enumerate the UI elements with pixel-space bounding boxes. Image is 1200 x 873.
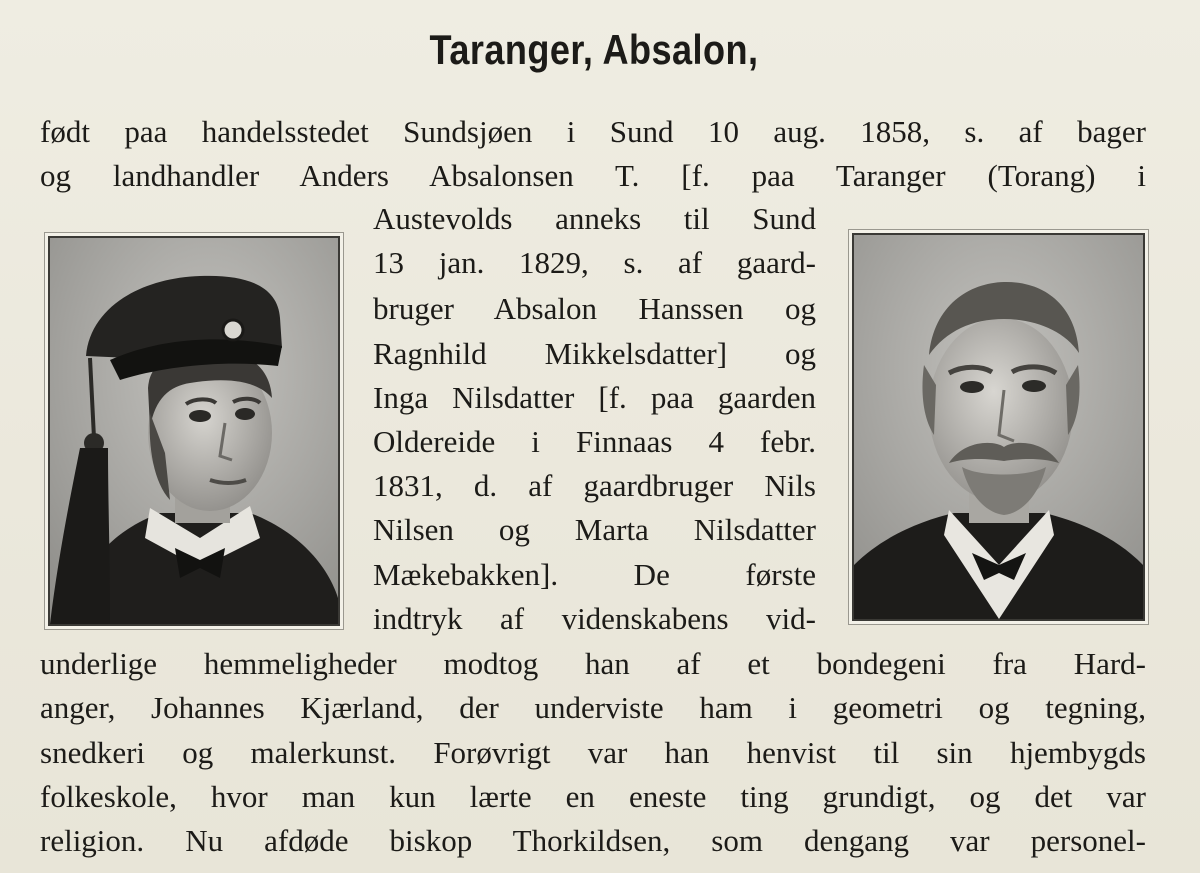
portrait-young-photo	[48, 236, 340, 626]
text-line-7: Inga Nilsdatter [f. paa gaarden	[373, 380, 816, 415]
text-line-13: underlige hemmeligheder modtog han af et bondegeni fra Hard-	[40, 646, 1146, 681]
portrait-older-image	[854, 235, 1143, 619]
portrait-older-photo	[852, 233, 1145, 621]
text-line-9: 1831, d. af gaardbruger Nils	[373, 468, 816, 503]
text-line-3: Austevolds anneks til Sund	[373, 201, 816, 236]
text-line-1: født paa handelsstedet Sundsjøen i Sund 10 aug. 1858, s. af bager	[40, 114, 1146, 149]
text-line-10: Nilsen og Marta Nilsdatter	[373, 512, 816, 547]
text-line-17: religion. Nu afdøde biskop Thorkildsen, som dengang var personel-	[40, 823, 1146, 858]
text-line-16: folkeskole, hvor man kun lærte en eneste ting grundigt, og det var	[40, 779, 1146, 814]
text-line-12: indtryk af videnskabens vid-	[373, 601, 816, 636]
text-line-6: Ragnhild Mikkelsdatter] og	[373, 336, 816, 371]
portrait-young-image	[50, 238, 338, 624]
entry-title: Taranger, Absalon,	[429, 26, 759, 73]
text-line-14: anger, Johannes Kjærland, der underviste ham i geometri og tegning,	[40, 690, 1146, 725]
text-line-15: snedkeri og malerkunst. Forøvrigt var han henvist til sin hjembygds	[40, 735, 1146, 770]
text-line-4: 13 jan. 1829, s. af gaard-	[373, 245, 816, 280]
text-line-11: Mækebakken]. De første	[373, 557, 816, 592]
text-line-8: Oldereide i Finnaas 4 febr.	[373, 424, 816, 459]
text-line-2: og landhandler Anders Absalonsen T. [f. paa Taranger (Torang) i	[40, 158, 1146, 193]
text-line-5: bruger Absalon Hanssen og	[373, 291, 816, 326]
